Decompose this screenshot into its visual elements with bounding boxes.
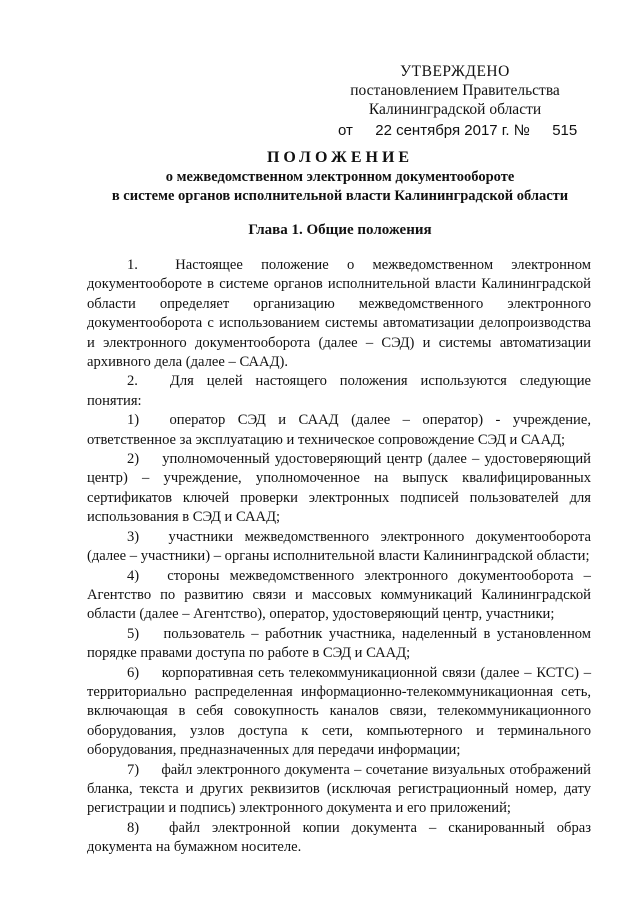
paragraph-number: 2) xyxy=(127,451,140,468)
paragraph-text: файл электронной копии документа – сканированный образ документа на бумажном носителе. xyxy=(87,819,591,856)
approved-label: УТВЕРЖДЕНО xyxy=(400,63,510,80)
document-subtitle-1: о межведомственном электронном документообороте xyxy=(165,169,515,185)
paragraph xyxy=(87,625,591,664)
paragraph-text: Настоящее положение о межведомственном электронном документообороте в системе органов исполнительной власти Калининградской области определяет организацию межведомственного электронного документооборота с использованием системы автоматизации делопроизводства и электронного документооборота (далее – СЭД) и системы автоматизации архивного дела (далее – СААД). xyxy=(87,257,591,371)
paragraph-number: 4) xyxy=(127,567,140,584)
paragraph-text: корпоративная сеть телекоммуникационной связи (далее – КСТС) – территориально распределенная информационно-телекоммуникационная сеть, включающая в себя совокупность каналов связи, телекоммуникационного оборудования, узлов доступа к сети, компьютерного и терминального оборудования, предназначенных для передачи информации; xyxy=(87,664,592,759)
paragraph xyxy=(87,819,591,858)
paragraph xyxy=(87,664,591,761)
document-subtitle-2: в системе органов исполнительной власти Калининградской области xyxy=(111,188,569,204)
number-label: № xyxy=(513,122,530,139)
paragraph xyxy=(87,761,591,819)
approval-stamp xyxy=(330,62,580,140)
approval-date: 22 сентября 2017 г. xyxy=(375,122,510,139)
paragraph-number: 8) xyxy=(127,819,140,836)
approval-number: 515 xyxy=(552,122,578,139)
document-title-block xyxy=(90,148,590,206)
document-title: ПОЛОЖЕНИЕ xyxy=(266,149,414,166)
paragraph-number: 7) xyxy=(127,761,140,778)
date-prefix: от xyxy=(338,122,353,139)
approval-line-2: Калининградской области xyxy=(368,101,542,118)
paragraph-text: участники межведомственного электронного документооборота (далее – участники) – органы исполнительной власти Калининградской области; xyxy=(87,528,591,565)
paragraph-number: 1) xyxy=(127,412,140,429)
paragraph-number: 3) xyxy=(127,528,140,545)
paragraph-number: 1. xyxy=(127,257,138,273)
document-body xyxy=(87,256,591,858)
paragraph-text: Для целей настоящего положения используются следующие понятия: xyxy=(87,373,591,409)
approval-line-1: постановлением Правительства xyxy=(350,82,560,99)
paragraph-text: оператор СЭД и СААД (далее – оператор) - учреждение, ответственное за эксплуатацию и техническое сопровождение СЭД и СААД; xyxy=(87,412,591,448)
paragraph xyxy=(87,411,591,450)
paragraph xyxy=(87,567,591,625)
paragraph-number: 6) xyxy=(127,664,140,681)
paragraph-text: стороны межведомственного электронного документооборота – Агентство по развитию связи и массовых коммуникаций Калининградской области (далее – Агентство), оператор, удостоверяющий центр, участники; xyxy=(87,567,591,623)
paragraph xyxy=(87,256,591,372)
paragraph xyxy=(87,450,591,528)
paragraph-text: файл электронного документа – сочетание визуальных отображений бланка, текста и других реквизитов (исключая регистрационный номер, дату регистрации и подпись) электронного документа и его приложений; xyxy=(87,761,591,817)
paragraph-text: уполномоченный удостоверяющий центр (далее – удостоверяющий центр) – учреждение, уполномоченное на выпуск квалифицированных сертификатов ключей проверки электронных подписей пользователей для использования в СЭД и СААД; xyxy=(87,451,591,526)
approval-date-line xyxy=(330,121,580,140)
paragraph-text: пользователь – работник участника, наделенный в установленном порядке правами доступа по работе в СЭД и СААД; xyxy=(87,625,592,662)
paragraph-number: 2. xyxy=(127,373,138,390)
paragraph-number: 5) xyxy=(127,625,140,642)
paragraph xyxy=(87,528,591,567)
chapter-heading: Глава 1. Общие положения xyxy=(248,222,432,238)
paragraph xyxy=(87,372,591,411)
